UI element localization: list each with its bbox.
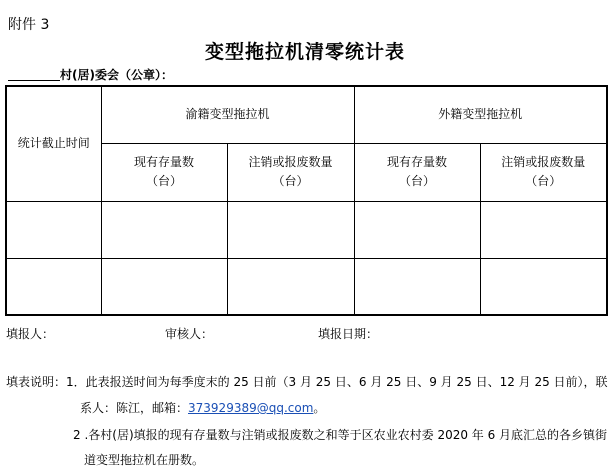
table-row xyxy=(6,258,607,315)
table-cell[interactable] xyxy=(354,201,480,258)
header-external-tractors: 外籍变型拖拉机 xyxy=(354,86,607,143)
village-label: 村(居)委会（公章）： xyxy=(60,68,173,82)
notes-heading: 填表说明： xyxy=(6,375,67,389)
table-cell[interactable] xyxy=(480,201,607,258)
table-cell[interactable] xyxy=(101,201,227,258)
header-local-cancelled: 注销或报废数量 （台） xyxy=(227,143,354,201)
table-row xyxy=(6,201,607,258)
note-1-line-2: 系人：陈江，邮箱：373929389@qq.com。 xyxy=(80,401,326,415)
contact-email-link[interactable]: 373929389@qq.com xyxy=(188,401,314,415)
header-cutoff-time: 统计截止时间 xyxy=(6,86,101,201)
note-2-line-2: 道变型拖拉机在册数。 xyxy=(84,453,205,467)
reviewer-label: 审核人： xyxy=(165,327,214,341)
header-external-existing: 现有存量数 （台） xyxy=(354,143,480,201)
fill-date-label: 填报日期： xyxy=(318,327,379,341)
page-title: 变型拖拉机清零统计表 xyxy=(204,41,405,63)
village-stamp-field xyxy=(8,66,173,83)
table-cell[interactable] xyxy=(354,258,480,315)
table-cell[interactable] xyxy=(227,258,354,315)
attachment-label: 附件 3 xyxy=(8,17,50,33)
note-2-line-1: 2 .各村(居)填报的现有存量数与注销或报废数之和等于区农业农村委 2020 年 6 月底汇总的各乡镇街 xyxy=(73,428,608,442)
table-cell[interactable] xyxy=(6,258,101,315)
table-cell[interactable] xyxy=(101,258,227,315)
village-name-blank xyxy=(8,68,60,81)
header-local-tractors: 渝籍变型拖拉机 xyxy=(101,86,354,143)
note-1-line-1: 1．此表报送时间为每季度末的 25 日前（3 月 25 日、6 月 25 日、9 月 25 日、12 月 25 日前），联 xyxy=(66,375,608,389)
table-cell[interactable] xyxy=(227,201,354,258)
header-external-cancelled: 注销或报废数量 （台） xyxy=(480,143,607,201)
statistics-table xyxy=(5,85,608,316)
table-cell[interactable] xyxy=(6,201,101,258)
header-local-existing: 现有存量数 （台） xyxy=(101,143,227,201)
table-cell[interactable] xyxy=(480,258,607,315)
filler-label: 填报人： xyxy=(6,327,55,341)
